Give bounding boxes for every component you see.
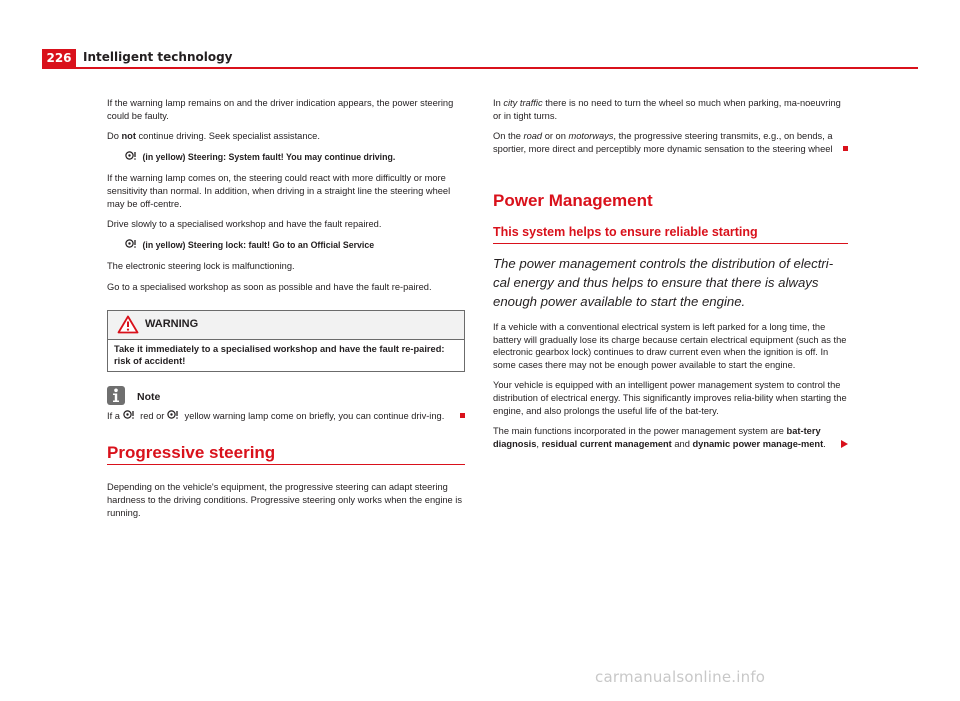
bold-text: bat-tery diagnosis — [493, 426, 821, 449]
section-heading-rule — [107, 464, 465, 466]
paragraph: Drive slowly to a specialised workshop and have the fault repaired. — [107, 219, 382, 230]
italic-text: city traffic — [503, 98, 543, 108]
bold-text: residual current management — [541, 438, 672, 449]
text-run: If a — [107, 410, 123, 421]
text-run: and — [671, 438, 693, 449]
paragraph — [107, 130, 465, 143]
text-run: The main functions incorporated in the power management system are — [493, 426, 787, 437]
section-heading: Progressive steering — [107, 443, 276, 463]
text-run: Do — [107, 131, 122, 142]
paragraph: The electronic steering lock is malfunctioning. — [107, 261, 295, 272]
indicator-heading-text: (in yellow) Steering: System fault! You may continue driving. — [142, 151, 396, 162]
italic-text: motorways — [568, 131, 614, 142]
lead-paragraph: The power management controls the distribution of electri-cal energy and thus helps to ensure that there is always enough power available to start the engine. — [493, 256, 834, 310]
warning-title: WARNING — [145, 317, 199, 330]
subsection-heading: This system helps to ensure reliable starting — [493, 224, 758, 239]
left-column — [107, 97, 465, 527]
paragraph: Go to a specialised workshop as soon as possible and have the fault re-paired. — [107, 281, 432, 292]
indicator-heading-text: (in yellow) Steering lock: fault! Go to an Official Service — [142, 239, 375, 250]
note-title: Note — [137, 390, 161, 403]
steering-warning-lamp-icon — [125, 151, 140, 165]
note-header — [107, 386, 465, 410]
paragraph: If the warning lamp comes on, the steering could react with more difficultly or more sensitivity than normal. In addition, when driving in a straight line the steering wheel may be off-centre. — [107, 173, 451, 209]
bold-text: dynamic power manage-ment — [692, 438, 824, 449]
subsection-heading-rule — [493, 243, 848, 245]
steering-warning-lamp-icon — [125, 239, 140, 253]
text-run: , the progressive steering transmits, e.g., on bends, a sportier, more direct and perceptibly more dynamic sensation to the steering wheel — [493, 131, 833, 154]
paragraph: Your vehicle is equipped with an intelligent power management system to control the distribution of electrical energy. This significantly improves relia-bility when starting the engine, and also prolongs the useful life of the bat-tery. — [493, 380, 847, 416]
text-run: On the — [493, 131, 524, 142]
section-end-icon — [460, 413, 465, 418]
text-run: . — [823, 438, 826, 449]
bold-text: not — [121, 131, 136, 142]
section-heading: Power Management — [493, 191, 653, 211]
text-run: there is no need to turn the wheel so much when parking, ma-noeuvring or in tight turns. — [493, 98, 841, 121]
header-rule — [42, 67, 918, 69]
warning-box — [107, 310, 465, 372]
right-column — [493, 97, 848, 458]
warning-body: Take it immediately to a specialised workshop and have the fault re-paired: risk of accident! — [114, 343, 445, 367]
continue-arrow-icon — [841, 440, 848, 448]
warning-triangle-icon — [117, 315, 139, 334]
paragraph — [493, 130, 848, 155]
text-run: , — [536, 438, 542, 449]
indicator-heading — [125, 239, 465, 253]
paragraph: If a vehicle with a conventional electrical system is left parked for a long time, the battery will gradually lose its charge because certain electrical equipment (such as the electronic gearbox lock) continues to draw current even when the ignition is off. In some cases there may not be enough power available to start the engine. — [493, 322, 847, 370]
indicator-heading — [125, 151, 465, 165]
text-run: In — [493, 98, 504, 108]
paragraph: Depending on the vehicle's equipment, the progressive steering can adapt steering hardness to the driving conditions. Progressive steering only works when the engine is running. — [107, 482, 463, 518]
note-body — [107, 410, 465, 424]
text-run: yellow warning lamp come on briefly, you can continue driv-ing. — [181, 410, 445, 421]
warning-header — [108, 311, 464, 340]
page-number: 226 — [46, 51, 72, 65]
info-icon — [107, 386, 125, 405]
section-end-icon — [843, 146, 848, 151]
paragraph — [493, 97, 848, 122]
paragraph — [493, 425, 848, 450]
steering-warning-lamp-icon — [123, 410, 138, 424]
steering-warning-lamp-icon — [167, 410, 182, 424]
italic-text: road — [523, 131, 543, 142]
text-run: continue driving. Seek specialist assistance. — [135, 131, 320, 142]
watermark: carmanualsonline.info — [595, 668, 766, 686]
text-run: red or — [137, 410, 167, 421]
text-run: or on — [542, 131, 569, 142]
paragraph: If the warning lamp remains on and the driver indication appears, the power steering could be faulty. — [107, 98, 454, 121]
page-header-title: Intelligent technology — [83, 50, 233, 64]
